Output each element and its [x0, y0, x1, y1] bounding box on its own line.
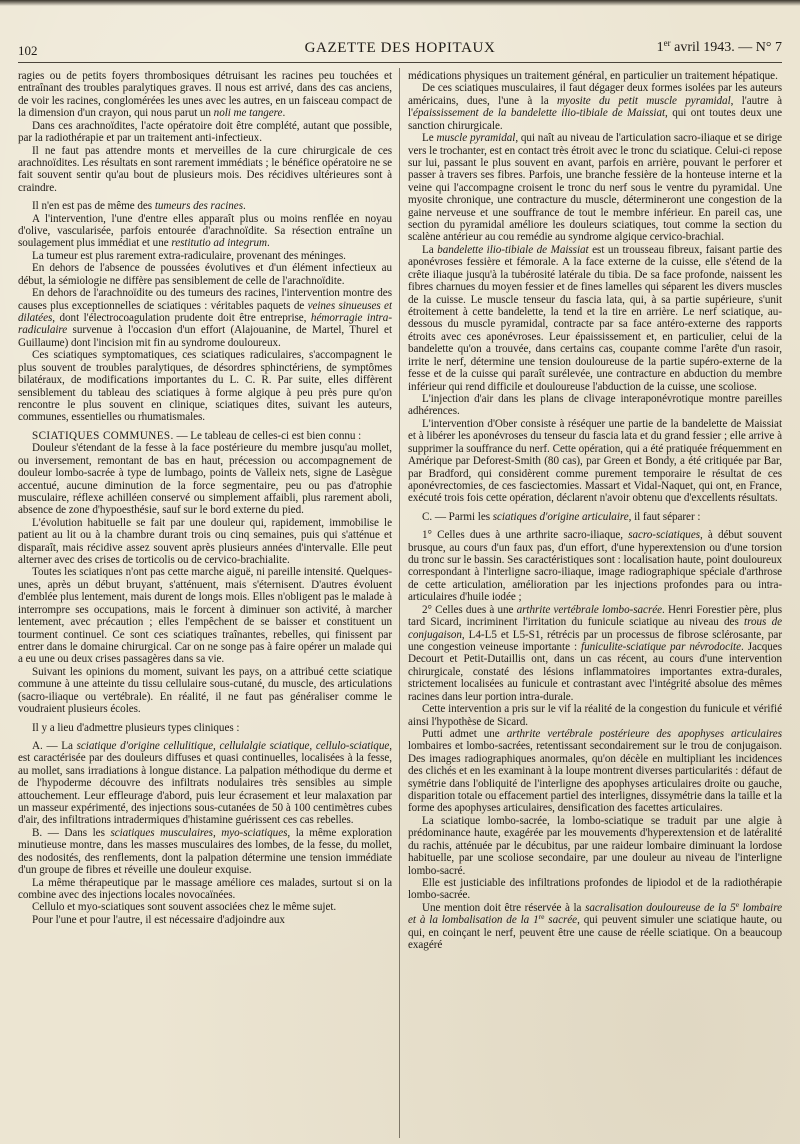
italic-term: bandelette ilio-tibiale de Maissiat [437, 243, 589, 256]
italic-term: arthrite vertébrale lombo-sacrée [516, 603, 663, 616]
paragraph [18, 901, 392, 913]
issue-date-rest: avril 1943. — N° 7 [670, 40, 782, 55]
paragraph [18, 666, 392, 716]
paragraph [408, 703, 782, 728]
text-run: . [282, 107, 286, 120]
text-run: Il ne faut pas attendre monts et merveilles de la cure chirurgicale de ces arachnoïdites. Les résultats en sont rarement immédiats ; le bénéfice opératoire ne se fait souvent sentir qu'au bout de plusieurs mois. Des récidives ultérieures sont à craindre. [18, 144, 392, 194]
paragraph [408, 82, 782, 132]
column-divider [399, 68, 400, 1138]
text-run: Cette intervention a pris sur le vif la réalité de la congestion du funicule et vérifié ainsi l'hypothèse de Sicard. [408, 703, 782, 728]
paragraph [18, 287, 392, 349]
text-run: Toutes les sciatiques n'ont pas cette marche aiguë, ni pareille intensité. Quelques-unes, après un début bruyant, s'atténuent, mais s'éternisent. D'autres évoluent d'emblée plus lentement, mais durent de longs mois. Elles n'obligent pas le malade à interrompre ses occupations, mais le forcent à diminuer son activité, à marcher lentement, avec précaution ; elles l'empêchent de se baisser et constituent un tourment continuel. Ce sont ces sciatiques traînantes, rebelles, qui finissent par entrer dans le domaine chirurgical. Car on ne songe pas à faire opérer un malade qui a eu une ou deux crises passagères dans sa vie. [18, 566, 392, 666]
text-run: A l'intervention, l'une d'entre elles apparaît plus ou moins renflée en noyau d'olive, vascularisée, parfois entourée d'arachnoïdite. Sa résection entraîne un soulagement plus immédiat et une [18, 212, 392, 250]
text-run: La tumeur est plus rarement extra-radiculaire, provenant des méninges. [32, 249, 346, 262]
italic-term: sacralisation douloureuse de la 5 [585, 901, 736, 914]
paragraph [18, 262, 392, 287]
text-run: , dont l'électrocoagulation prudente doit être entreprise, [52, 312, 311, 325]
text-run: La sciatique lombo-sacrée, la lombo-sciatique se traduit par une algie à prédominance haute, exagérée par les mouvements d'hyperextension et de latéralité du rachis, atténuée par le décubitus, par une raideur lombaire diminuant la lordose habituelle, par une scoliose secondaire, par une douleur au niveau de l'interligne lombo-sacré. [408, 814, 782, 877]
text-run: En dehors de l'absence de poussées évolutives et d'un élément infectieux au début, la sémiologie ne diffère pas sensiblement de celle de l'arachnoïdite. [18, 262, 392, 287]
paragraph [18, 430, 392, 442]
paragraph [408, 418, 782, 505]
text-run: , qui peuvent simuler une sciatique haute, ou qui, en coinçant le nerf, peuvent être une cause de réelle sciatique. On a beaucoup exagéré [408, 914, 782, 952]
paragraph [18, 566, 392, 665]
text-run: 1° Celles dues à une arthrite sacro-iliaque, [422, 529, 629, 542]
text-run: A. — La [32, 739, 77, 752]
issue-date-superscript: er [663, 38, 671, 48]
text-run: Cellulo et myo-sciatiques sont souvent associées chez le même sujet. [32, 901, 337, 914]
paragraph [18, 213, 392, 250]
paragraph [18, 517, 392, 567]
paragraph [408, 393, 782, 418]
paragraph [18, 722, 392, 734]
issue-date [657, 40, 782, 56]
page-number: 102 [18, 43, 38, 58]
italic-term: épaississement de la bandelette ilio-tibiale de Maissiat [413, 107, 666, 120]
italic-term: lombaire et à la lombalisation de la 1 [408, 901, 782, 927]
italic-term: sciatiques musculaires, myo-sciatiques [110, 826, 288, 839]
italic-term: arthrite vertébrale postérieure des apophyses articulaires [506, 727, 782, 740]
italic-term: hémorragie intra-radiculaire [18, 312, 392, 337]
text-run: . Jacques Decourt et Petit-Dutaillis ont, dans un cas récent, au cours d'une intervention chirurgicale, constaté des lésions inflammatoires importantes extra-durales, strictement localisées au funicule et contrastant avec l'intégrité absolue des mêmes racines dans leur portion intra-durale. [408, 640, 782, 703]
italic-term: sacrée [544, 914, 578, 927]
text-run: . Henri Forestier père, plus tard Sicard, incriminent l'irritation du funicule sciatique au niveau des [408, 603, 782, 629]
italic-term: funiculite-sciatique par névrodocite [581, 640, 741, 653]
paragraph [18, 70, 392, 120]
text-run: Dans ces arachnoïdites, l'acte opératoire doit être complété, autant que possible, par la radiothérapie et par un traitement anti-infectieux. [18, 119, 392, 145]
italic-term: veines sinueuses et dilatées [18, 299, 392, 325]
text-run: Putti admet une [422, 727, 507, 740]
section-heading: SCIATIQUES COMMUNES. [32, 429, 174, 442]
paragraph [18, 250, 392, 262]
paragraph [18, 740, 392, 827]
paragraph [408, 604, 782, 703]
text-run: , qui naît au niveau de l'articulation sacro-iliaque et se dirige vers le trochanter, est en contact très étroit avec le tronc du sciatique. Celui-ci repose sur lui, passant le plus souvent en avant, parfois en arrière, pouvant le perforer et passer à travers ses fibres. Parfois, une branche fessière de la honteuse interne et la veine qui l'accompagne croisent le tronc du nerf sous le ventre du pyramidal. Une myosite chronique, une contracture du muscle, détermineront une congestion de la gaine nerveuse et une souffrance de tout le membre inférieur. En pareil cas, une section du pyramidal améliore les douleurs sciatiques, tout comme la section du scalène antérieur au cou remédie au syndrome algique cervico-brachial. [408, 132, 782, 244]
italic-term: sciatique d'origine cellulitique, cellulalgie sciatique, cellulo-sciatique [76, 739, 390, 752]
text-run: L'intervention d'Ober consiste à réséquer une partie de la bandelette de Maissiat et à libérer les aponévroses du tenseur du fascia lata et du grand fessier ; elle arrive à supprimer la souffrance du nerf. Cette opération, qui a été pratiquée fréquemment en Amérique par Deforest-Smith (80 cas), par Green et Bondy, a été critiquée par Bar, par Bradford, qui considèrent comme purement temporaire le résultat de ces aponévrectomies, de ces fasciectomies. Massart et Vidal-Naquet, qui ont, en France, exécuté trois fois cette opération, déclarent n'avoir obtenu que d'excellents résultats. [408, 417, 782, 505]
italic-term: sciatiques d'origine articulaire [492, 510, 629, 523]
paragraph [408, 899, 782, 952]
italic-term: muscle pyramidal [436, 132, 516, 145]
header-rule [18, 62, 782, 63]
text-run: Le [422, 132, 437, 145]
text-run: Une mention doit être réservée à la [422, 901, 586, 914]
text-run: La [422, 243, 438, 256]
italic-term: trous de conjugaison [408, 616, 782, 641]
text-run: De ces sciatiques musculaires, il faut dégager deux formes isolées par les auteurs américains, dues, l'une à la [408, 82, 782, 107]
paragraph [18, 145, 392, 195]
paragraph [18, 349, 392, 424]
text-run: . [267, 237, 270, 250]
paragraph [408, 132, 782, 244]
text-run: , il faut séparer : [628, 510, 701, 523]
text-run: 2° Celles dues à une [422, 603, 517, 616]
paragraph [408, 815, 782, 877]
text-run: , qui ont toutes deux une sanction chirurgicale. [408, 107, 782, 132]
text-run: Douleur s'étendant de la fesse à la face postérieure du membre jusqu'au mollet, ou inversement, remontant de bas en haut, précession ou accompagnement de douleur lombo-sacrée à type de lumbago, points de Valleix nets, signe de Lasègue accentué, aucune diminution de la force segmentaire, peu ou pas d'atrophie musculaire, réflexe achilléen conservé ou simplement affaibli, plus rarement aboli, absence de zone d'hypoesthésie, sauf sur le bord externe du pied. [18, 442, 392, 517]
paragraph [408, 529, 782, 604]
journal-title: GAZETTE DES HOPITAUX [304, 40, 496, 56]
text-run: — Le tableau de celles-ci est bien connu : [173, 429, 362, 442]
running-header [18, 38, 782, 60]
text-run: Pour l'une et pour l'autre, il est nécessaire d'adjoindre aux [32, 913, 285, 926]
text-run: médications physiques un traitement général, en particulier un traitement hépatique. [408, 70, 778, 82]
right-column [408, 70, 782, 1142]
paragraph [18, 200, 392, 212]
italic-term: tumeurs des racines [154, 200, 243, 213]
text-run: Ces sciatiques symptomatiques, ces sciatiques radiculaires, s'accompagnent le plus souvent de troubles paralytiques, de désordres sphinctériens, de symptômes bilatéraux, de modifications importantes du L. C. R. Par suite, elles diffèrent sensiblement du tableau des sciatiques à forme algique à peu près pure qu'on rencontre le plus souvent en clinique, sciatiques dites, suivant les auteurs, communes, essentielles ou rhumatismales. [18, 349, 392, 424]
paragraph [408, 244, 782, 393]
paragraph [408, 728, 782, 815]
text-run: , L4-L5 et L5-S1, rétrécis par un processus de fibrose sclérosante, par une congestion veineuse importante : [408, 628, 782, 653]
text-run: L'évolution habituelle se fait par une douleur qui, rapidement, immobilise le patient au lit ou à la chambre durant trois ou cinq semaines, puis qui s'atténue et disparaît, mais récidive assez souvent après plusieurs années d'intervalle. Elle peut alterner avec des crises de torticolis ou de cervico-brachialite. [18, 516, 392, 567]
text-run: lombaires et lombo-sacrées, retentissant secondairement sur le trou de conjugaison. Des images radiographiques anormales, qu'on décèle en multipliant les incidences des clichés et en les examinant à la loupe montrent diverses particularités : défaut de symétrie dans l'obliquité de l'interligne des apophyses articulaires droite ou gauche, disparition totale ou effacement partiel des interlignes, dissymétrie dans la taille et la forme des apophyses articulaires, densification des facettes articulaires. [408, 740, 782, 815]
paragraph [18, 914, 392, 926]
paragraph [18, 120, 392, 145]
text-run: Elle est justiciable des infiltrations profondes de lipiodol et de la radiothérapie lombo-sacrée. [408, 877, 782, 902]
text-run: est un trousseau fibreux, faisant partie des aponévroses fessière et fémorale. A la face externe de la cuisse, elle s'étend de la crête iliaque jusqu'à la tubérosité latérale du tibia. De sa face profonde, naissent les fibres charnues du moyen fessier et de fines lamelles qui séparent les divers muscles de la cuisse. Le muscle tenseur du fascia lata, qui, à sa partie supérieure, s'unit étroitement à cette bandelette, la tend et la tire en arrière. Le nerf sciatique, au-dessous du muscle pyramidal, contracte par sa face antéro-externe des rapports étroits avec ces aponévroses. Leur épaississement et, en particulier, celui de la bandelette qu'on a trouvée, dans certains cas, coupante comme l'arête d'un rasoir, irrite le nerf, détermine une tension douloureuse de la partie supéro-externe de la fesse et de la cuisse qui paraît surélevée, une contracture en abduction du membre inférieur qui rend difficile et douloureuse l'abduction de la cuisse, une scoliose. [408, 243, 782, 393]
text-run: Il n'en est pas de même des [32, 200, 155, 213]
text-run: Suivant les opinions du moment, suivant les pays, on a attribué cette sciatique commune à une atteinte du tissu cellulaire sous-cutané, du muscle, des articulations (sacro-iliaque ou vertébrale). En réalité, il ne faut pas généraliser comme le voudraient plusieurs écoles. [18, 665, 392, 716]
paragraph [408, 511, 782, 523]
paragraph [408, 70, 782, 82]
italic-term: sacro-sciatiques [628, 529, 700, 542]
text-run: , l'autre à l' [408, 94, 782, 120]
text-run: L'injection d'air dans les plans de clivage interaponévrotique montre pareilles adhérences. [408, 392, 782, 418]
scan-edge-shadow [0, 0, 800, 6]
paragraph [18, 877, 392, 902]
text-run: survenue à l'occasion d'un effort (Alajouanine, de Martel, Thurel et Guillaume) dont l'incision mit fin au syndrome douloureux. [18, 324, 392, 349]
text-run: ragies ou de petits foyers thrombosiques détruisant les racines peu touchées et entraînant des troubles paralytiques graves. Il nous est arrivé, dans des cas anciens, de voir les racines, conglomérées les unes avec les autres, en un faisceau compact de la dimension d'un crayon, qui nous parut un [18, 70, 392, 120]
text-run: . [242, 200, 246, 213]
italic-term: noli me tangere [213, 107, 283, 120]
text-run: C. — Parmi les [422, 510, 493, 523]
text-run: , la même exploration minutieuse montre, dans les masses musculaires des lombes, de la fesse, du mollet, des nodosités, des renflements, dont la palpation détermine une tension immédiate d'un groupe de fibres et réveille une douleur exquise. [18, 826, 392, 877]
text-run: La même thérapeutique par le massage améliore ces malades, surtout si on la combine avec des injections locales novocaïnées. [18, 876, 392, 901]
italic-term: restitutio ad integrum [171, 237, 268, 250]
superscript: re [538, 912, 545, 922]
paragraph [18, 442, 392, 517]
italic-term: myosite du petit muscle pyramidal [556, 94, 731, 107]
text-run: En dehors de l'arachnoïdite ou des tumeurs des racines, l'intervention montre des causes plus exceptionnelles de sciatiques : véritables paquets de [18, 287, 392, 312]
left-column [18, 70, 392, 1142]
issue-date-day: 1 [656, 40, 664, 55]
text-run: , à début souvent brusque, au cours d'un faux pas, d'un effort, d'une hyperextension ou d'une torsion du tronc sur le bassin. Ses caractéristiques sont : localisation haute, point douloureux correspondant à l'interligne sacro-iliaque, image radiographique spéciale d'arthrose de cette articulation, amélioration par les injections profondes para ou intra-articulaires d'huile iodée ; [408, 529, 782, 604]
text-run: Il y a lieu d'admettre plusieurs types cliniques : [32, 721, 240, 734]
text-run: , est caractérisée par des douleurs diffuses et quasi continuelles, localisées à la fesse, au mollet, sans irradiations à longue distance. La palpation méthodique du derme et de l'hypoderme découvre des infiltrats nodulaires très sensibles au simple attouchement. Leur effleurage d'abord, puis leur écrasement et leur malaxation par un masseur expérimenté, des injections sous-cutanées de 50 à 100 centimètres cubes d'air, des infiltrations intradermiques d'histamine guérissent ces cas rebelles. [18, 739, 392, 827]
superscript: e [735, 899, 739, 909]
text-run: B. — Dans les [32, 826, 111, 839]
paragraph [18, 827, 392, 877]
paragraph [408, 877, 782, 902]
